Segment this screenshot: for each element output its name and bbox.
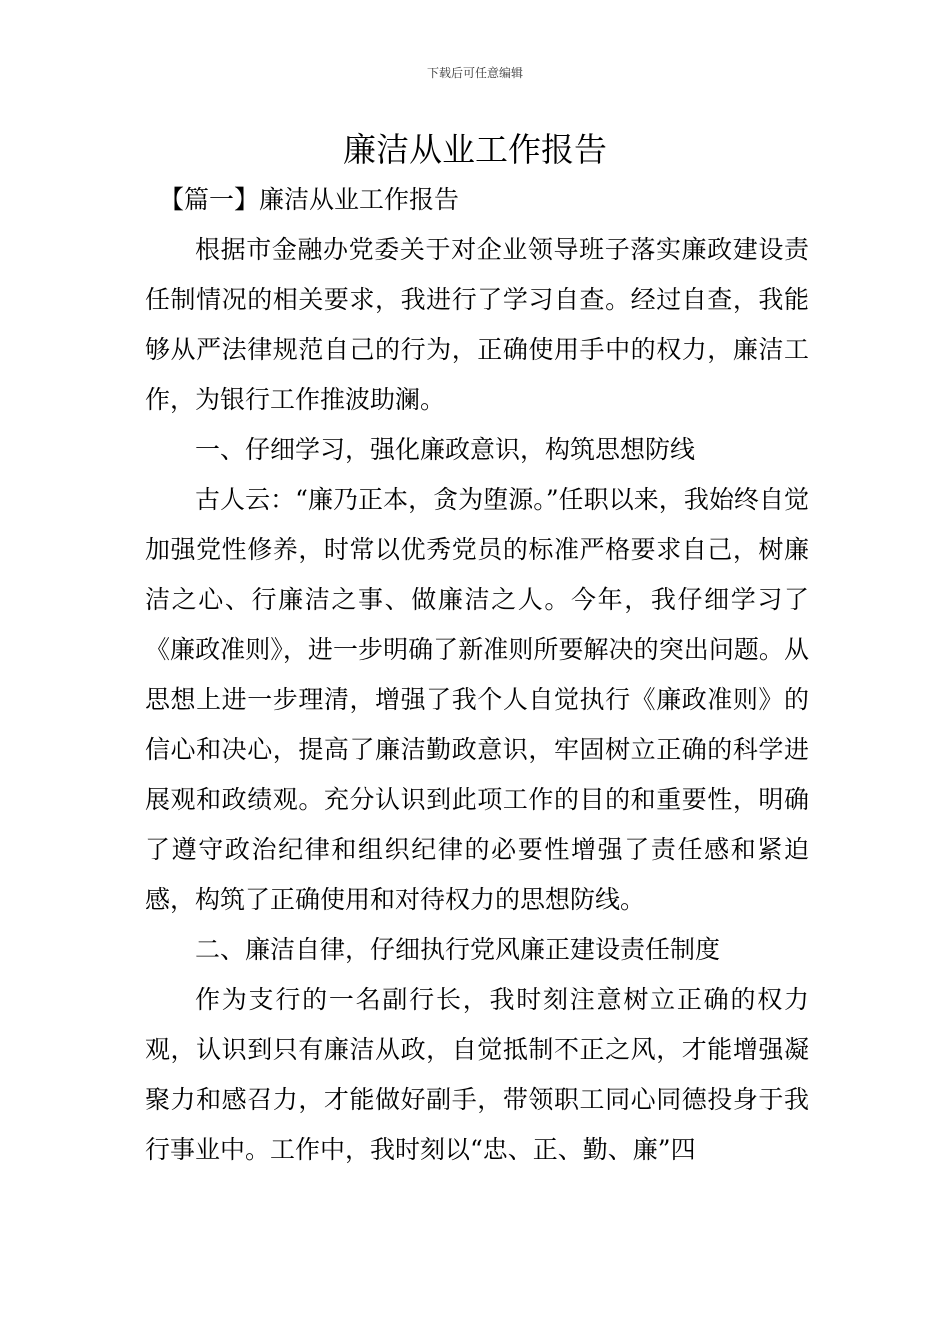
paragraph-discipline: 作为支行的一名副行长，我时刻注意树立正确的权力观，认识到只有廉洁从政，自觉抵制不正之风，才能增强凝聚力和感召力，才能做好副手，带领职工同心同德投身于我行事业中。工作中，我时刻以“忠、正、勤、廉”四 (145, 985, 809, 1164)
document-title: 廉洁从业工作报告 (343, 130, 607, 169)
heading-one: 一、仔细学习，强化廉政意识，构筑思想防线 (195, 435, 696, 464)
paragraph-study: 古人云：“廉乃正本，贪为堕源。”任职以来，我始终自觉加强党性修养，时常以优秀党员的标准严格要求自己，树廉洁之心、行廉洁之事、做廉洁之人。今年，我仔细学习了《廉政准则》，进一步明确了新准则所要解决的突出问题。从思想上进一步理清，增强了我个人自觉执行《廉政准则》的信心和决心，提高了廉洁勤政意识，牢固树立正确的科学进展观和政绩观。充分认识到此项工作的目的和重要性，明确了遵守政治纪律和组织纪律的必要性增强了责任感和紧迫感，构筑了正确使用和对待权力的思想防线。 (145, 485, 809, 914)
paragraph-intro: 根据市金融办党委关于对企业领导班子落实廉政建设责任制情况的相关要求，我进行了学习自查。经过自查，我能够从严法律规范自己的行为，正确使用手中的权力，廉洁工作，为银行工作推波助澜。 (145, 235, 809, 414)
heading-two: 二、廉洁自律，仔细执行党风廉正建设责任制度 (195, 935, 721, 964)
section-label: 【篇一】廉洁从业工作报告 (159, 185, 460, 214)
document-body (145, 175, 809, 1175)
header-note: 下载后可任意编辑 (426, 66, 523, 80)
